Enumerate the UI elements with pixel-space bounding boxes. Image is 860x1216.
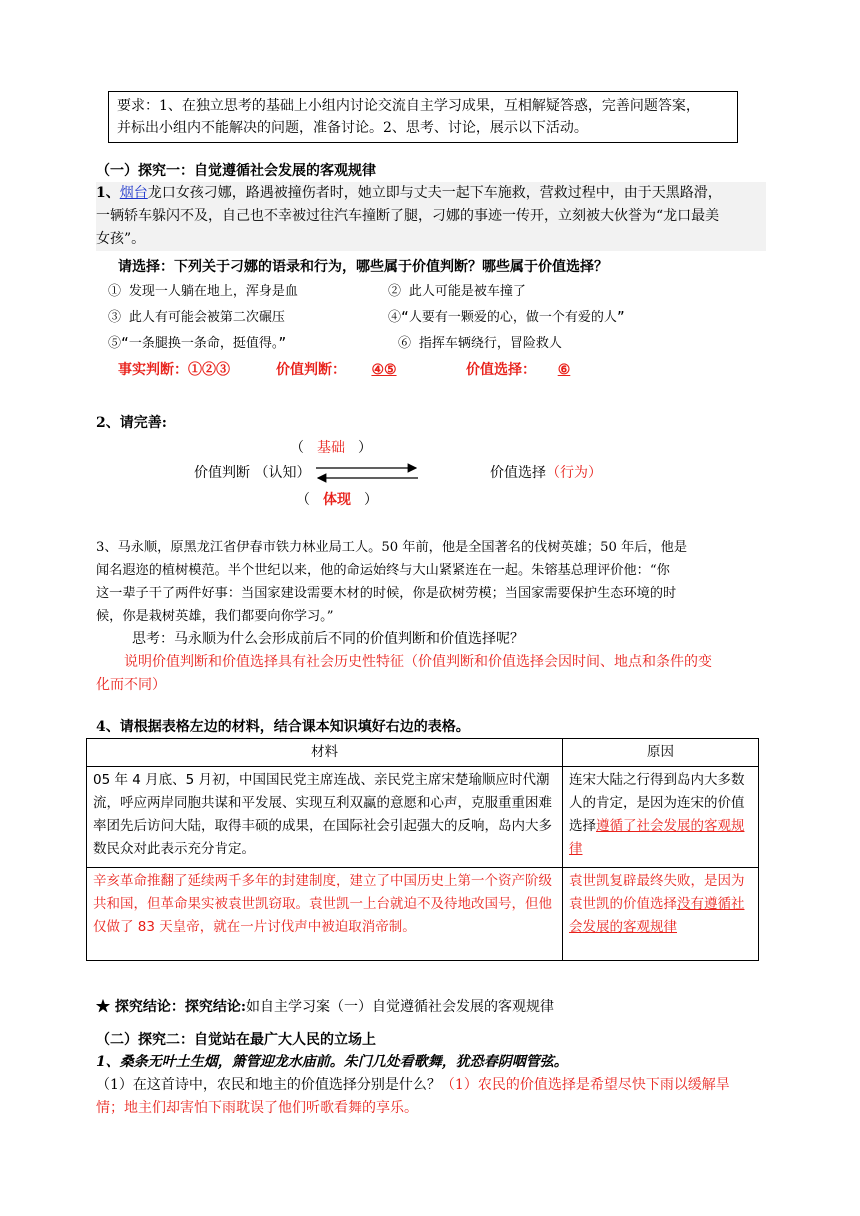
q1-line-2: 一辆轿车躲闪不及，自己也不幸被过往汽车撞断了腿，刁娜的事迹一传开，立刻被大伙誉为“龙口最美 bbox=[96, 205, 766, 228]
section2-question: （1）在这首诗中，农民和地主的价值选择分别是什么？ bbox=[96, 1077, 441, 1093]
place-link[interactable]: 烟台 bbox=[119, 185, 148, 201]
requirement-line-2: 并标出小组内不能解决的问题，准备讨论。2、思考、讨论，展示以下活动。 bbox=[117, 120, 588, 136]
q2-right bbox=[490, 462, 602, 485]
section2-question-line bbox=[96, 1074, 730, 1097]
header-material: 材料 bbox=[87, 739, 563, 767]
q1-prompt: 请选择：下列关于刁娜的语录和行为，哪些属于价值判断？哪些属于价值选择？ bbox=[118, 259, 608, 275]
q3-line-1: 3、马永顺，原黑龙江省伊春市铁力林业局工人。50 年前，他是全国著名的伐树英雄；50 年后，他是 bbox=[96, 540, 688, 555]
answer-fact-label: 事实判断： bbox=[118, 362, 188, 378]
q2-heading: 2、请完善: bbox=[96, 415, 167, 431]
row1-reason-answer: 遵循了社会发展的客观规律 bbox=[569, 818, 745, 857]
conclusion-label: ★ 探究结论：探究结论: bbox=[96, 999, 247, 1015]
answer-choice bbox=[466, 359, 592, 382]
q1-option-5: ⑤“一条腿换一条命，挺值得。” bbox=[108, 336, 287, 351]
q2-top-open: （ bbox=[290, 440, 304, 456]
row1-reason-prefix: 连宋大陆之行得到岛内大多数人的肯定，是因为连宋的价值选择 bbox=[569, 772, 745, 834]
requirement-box bbox=[108, 91, 738, 143]
answer-value-value: ④⑤ bbox=[371, 362, 397, 378]
q1-option-1: ① 发现一人躺在地上，浑身是血 bbox=[108, 284, 298, 299]
poem: 1、桑条无叶土生烟，箫管迎龙水庙前。朱门几处看歌舞，犹恐春阴咽管弦。 bbox=[96, 1054, 568, 1070]
q2-top-close: ） bbox=[358, 440, 372, 456]
table-row bbox=[87, 868, 759, 961]
q1-line-1-text: 龙口女孩刁娜，路遇被撞伤者时，她立即与丈夫一起下车施救，营救过程中，由于天黑路滑， bbox=[147, 185, 722, 201]
table-row bbox=[87, 767, 759, 868]
header-reason: 原因 bbox=[563, 739, 759, 767]
q1-line-1 bbox=[96, 182, 766, 205]
q3-line-3: 这一辈子干了两件好事：当国家建设需要木材的时候，你是砍树劳模；当国家需要保护生态环境的时 bbox=[96, 586, 677, 601]
q3-answer-line-2: 化而不同） bbox=[96, 677, 166, 693]
q2-bottom-label bbox=[296, 489, 378, 512]
answer-fact-value: ①②③ bbox=[188, 362, 230, 378]
q3-think: 思考：马永顺为什么会形成前后不同的价值判断和价值选择呢？ bbox=[132, 631, 524, 647]
q2-left-text: 价值判断 （认知） bbox=[194, 465, 311, 481]
answer-value bbox=[276, 359, 422, 382]
section2-answer-line-1: （1）农民的价值选择是希望尽快下雨以缓解旱 bbox=[440, 1077, 730, 1093]
q3-answer-line-1: 说明价值判断和价值选择具有社会历史性特征（价值判断和价值选择会因时间、地点和条件的变 bbox=[124, 654, 712, 670]
q2-bottom-open: （ bbox=[296, 492, 310, 508]
section2-heading: （二）探究二：自觉站在最广大人民的立场上 bbox=[96, 1032, 376, 1048]
answer-choice-value: ⑥ bbox=[557, 362, 571, 378]
row1-material: 05 年 4 月底、5 月初，中国国民党主席连战、亲民党主席宋楚瑜顺应时代潮流，呼应两岸同胞共谋和平发展、实现互利双赢的意愿和心声，克服重重困难率团先后访问大陆，取得丰硕的成果，在国际社会引起强大的反响，岛内大多数民众对此表示充分肯定。 bbox=[87, 767, 563, 868]
table-header-row bbox=[87, 739, 759, 767]
q1-option-3: ③ 此人有可能会被第二次碾压 bbox=[108, 310, 285, 325]
q3-line-4: 候，你是栽树英雄，我们都要向你学习。” bbox=[96, 609, 334, 624]
q1-line-3: 女孩”。 bbox=[96, 228, 766, 251]
row2-material: 辛亥革命推翻了延续两千多年的封建制度，建立了中国历史上第一个资产阶级共和国，但革命果实被袁世凯窃取。袁世凯一上台就迫不及待地改国号，但他仅做了 83 天皇帝，就在一片讨伐声中被迫取消帝制。 bbox=[87, 868, 563, 961]
row2-reason-answer: 没有遵循社会发展的客观规律 bbox=[569, 896, 745, 935]
q1-option-2: ② 此人可能是被车撞了 bbox=[388, 284, 526, 299]
q1-number: 1、 bbox=[96, 185, 120, 201]
double-arrow-diagram bbox=[312, 460, 422, 486]
q2-bottom-answer: 体现 bbox=[323, 492, 351, 508]
row1-reason bbox=[563, 767, 759, 868]
q1-option-6: ⑥ 指挥车辆绕行，冒险救人 bbox=[398, 336, 562, 351]
answer-value-label: 价值判断： bbox=[276, 362, 346, 378]
q2-right-text: 价值选择 bbox=[490, 465, 546, 481]
q2-top-answer: 基础 bbox=[317, 440, 345, 456]
q1-option-4: ④“人要有一颗爱的心，做一个有爱的人” bbox=[388, 310, 625, 325]
q3-line-2: 闻名遐迩的植树模范。半个世纪以来，他的命运始终与大山紧紧连在一起。朱镕基总理评价他：“你 bbox=[96, 563, 670, 578]
section2-answer-line-2: 情；地主们却害怕下雨耽误了他们听歌看舞的享乐。 bbox=[96, 1100, 418, 1116]
section1-heading: （一）探究一：自觉遵循社会发展的客观规律 bbox=[96, 163, 376, 179]
row2-reason bbox=[563, 868, 759, 961]
answer-fact bbox=[118, 359, 230, 382]
requirement-line-1: 要求：1、在独立思考的基础上小组内讨论交流自主学习成果，互相解疑答惑，完善问题答案， bbox=[117, 98, 700, 114]
q2-right-answer: （行为） bbox=[546, 465, 602, 481]
conclusion-text: 如自主学习案（一）自觉遵循社会发展的客观规律 bbox=[246, 999, 555, 1015]
answer-choice-label: 价值选择： bbox=[466, 362, 536, 378]
material-table bbox=[86, 738, 759, 961]
conclusion bbox=[96, 996, 554, 1019]
q4-heading: 4、请根据表格左边的材料，结合课本知识填好右边的表格。 bbox=[96, 719, 470, 735]
q2-top-label bbox=[290, 437, 372, 460]
row2-reason-prefix: 袁世凯复辟最终失败，是因为袁世凯的价值选择 bbox=[569, 873, 745, 912]
q2-bottom-close: ） bbox=[364, 492, 378, 508]
